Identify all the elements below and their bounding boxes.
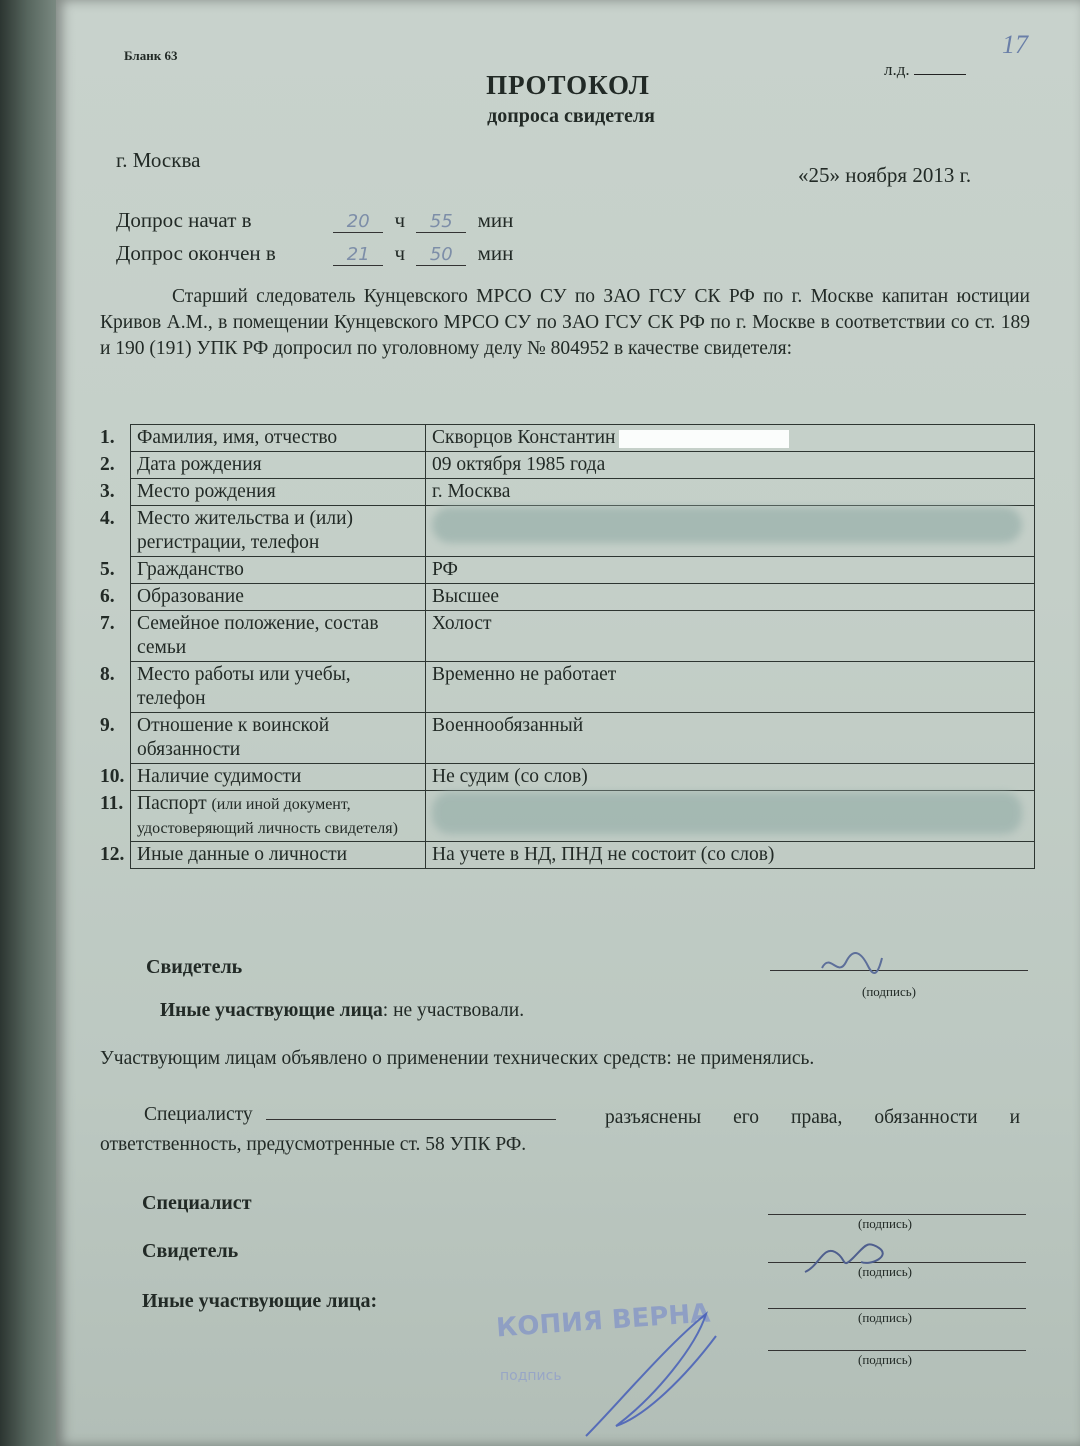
table-row	[100, 584, 1035, 611]
minute-unit: мин	[477, 208, 514, 232]
time-end-label: Допрос окончен в	[116, 241, 276, 265]
row-number: 8.	[100, 663, 115, 685]
witness-signature-line	[770, 970, 1028, 971]
hour-unit: ч	[394, 241, 406, 265]
redaction-mark	[432, 507, 1022, 543]
value-text: Скворцов Константин	[432, 427, 616, 448]
time-end-hours: 21	[333, 244, 383, 266]
row-number: 6.	[100, 585, 115, 607]
document-page	[56, 0, 1080, 1446]
signature-caption: (подпись)	[858, 1264, 912, 1279]
witness-signature	[816, 948, 886, 980]
table-row	[100, 791, 1035, 842]
page-number: 17	[1002, 30, 1028, 59]
signature-caption: (подпись)	[862, 984, 916, 999]
row-number: 2.	[100, 453, 115, 475]
signature-line	[768, 1350, 1026, 1351]
field-value: г. Москва	[426, 479, 1035, 506]
time-end-row	[116, 241, 519, 266]
other-participants-row	[160, 1000, 524, 1022]
time-start-minutes: 55	[416, 211, 466, 233]
time-end-minutes: 50	[416, 244, 466, 266]
field-label: Отношение к воинской обязанности	[131, 713, 426, 764]
city: г. Москва	[116, 148, 201, 172]
signature-caption: (подпись)	[858, 1352, 912, 1367]
field-value: На учете в НД, ПНД не состоит (со слов)	[426, 842, 1035, 869]
field-value	[426, 506, 1035, 557]
other-participants-label: Иные участвующие лица	[160, 1000, 383, 1021]
row-number: 9.	[100, 714, 115, 736]
other-participants-value: : не участвовали.	[382, 1000, 525, 1021]
document-title: ПРОТОКОЛ	[486, 70, 650, 100]
row-number: 1.	[100, 426, 115, 448]
field-label: Дата рождения	[131, 452, 426, 479]
intro-paragraph: Старший следователь Кунцевского МРСО СУ по ЗАО ГСУ СК РФ по г. Москве капитан юстиции Кривов А.М., в помещении Кунцевского МРСО СУ по ЗАО ГСУ СК РФ по г. Москве в соответствии со ст. 189 и 190 (191) УПК РФ допросил по уголовному делу № 804952 в качестве свидетеля:	[100, 286, 1030, 359]
table-row	[100, 479, 1035, 506]
specialist-signature-label: Специалист	[142, 1192, 252, 1214]
signature-line	[768, 1308, 1026, 1309]
field-value	[426, 425, 1035, 452]
table-row	[100, 557, 1035, 584]
tech-means-text: Участвующим лицам объявлено о применении технических средств: не применялись.	[100, 1048, 815, 1069]
copy-certified-stamp: КОПИЯ ВЕРНА	[495, 1298, 712, 1344]
redaction-mark	[432, 792, 1022, 834]
field-value: 09 октября 1985 года	[426, 452, 1035, 479]
field-value: РФ	[426, 557, 1035, 584]
field-label-main: Паспорт	[137, 793, 207, 814]
row-number: 5.	[100, 558, 115, 580]
field-label: Семейное положение, состав семьи	[131, 611, 426, 662]
signature-line	[768, 1214, 1026, 1215]
time-start-hours: 20	[333, 211, 383, 233]
table-row	[100, 764, 1035, 791]
field-label: Фамилия, имя, отчество	[131, 425, 426, 452]
field-label: Гражданство	[131, 557, 426, 584]
field-value: Высшее	[426, 584, 1035, 611]
other-participants-signature-label: Иные участвующие лица:	[142, 1290, 378, 1312]
row-number: 12.	[100, 843, 125, 865]
field-label: Место рождения	[131, 479, 426, 506]
field-label: Наличие судимости	[131, 764, 426, 791]
redaction-mark	[619, 430, 789, 448]
signature-caption: (подпись)	[858, 1310, 912, 1325]
signature-caption: (подпись)	[858, 1216, 912, 1231]
stamp-subtext: подпись	[500, 1368, 562, 1384]
table-row	[100, 425, 1035, 452]
table-row	[100, 842, 1035, 869]
document-subtitle: допроса свидетеля	[487, 105, 655, 127]
hour-unit: ч	[394, 208, 406, 232]
time-start-row	[116, 208, 519, 233]
witness-label: Свидетель	[146, 956, 243, 978]
row-number: 10.	[100, 765, 125, 787]
table-row	[100, 506, 1035, 557]
row-number: 7.	[100, 612, 115, 634]
field-label	[131, 791, 426, 842]
notebook-binding	[0, 0, 60, 1446]
stamp-signature	[576, 1306, 726, 1446]
field-label-note: (или иной документ, удостоверяющий личность свидетеля)	[137, 796, 398, 837]
field-label: Место работы или учебы, телефон	[131, 662, 426, 713]
form-code: Бланк 63	[124, 48, 178, 63]
specialist-text: разъяснены его права, обязанности и ответственность, предусмотренные ст. 58 УПК РФ.	[100, 1107, 1020, 1155]
field-value: Холост	[426, 611, 1035, 662]
table-row	[100, 662, 1035, 713]
field-value: Временно не работает	[426, 662, 1035, 713]
field-value	[426, 791, 1035, 842]
time-start-label: Допрос начат в	[116, 208, 252, 232]
field-label: Образование	[131, 584, 426, 611]
field-label: Иные данные о личности	[131, 842, 426, 869]
row-number: 3.	[100, 480, 115, 502]
minute-unit: мин	[477, 241, 514, 265]
specialist-prefix: Специалисту	[144, 1104, 253, 1125]
witness-signature-label: Свидетель	[142, 1240, 239, 1262]
field-value: Не судим (со слов)	[426, 764, 1035, 791]
row-number: 11.	[100, 792, 124, 814]
table-row	[100, 713, 1035, 764]
table-row	[100, 452, 1035, 479]
row-number: 4.	[100, 507, 115, 529]
witness-info-table	[100, 424, 1035, 869]
field-value: Военнообязанный	[426, 713, 1035, 764]
case-file-label: л.д.	[884, 60, 910, 79]
table-row	[100, 611, 1035, 662]
document-date: «25» ноября 2013 г.	[798, 163, 972, 187]
field-label: Место жительства и (или) регистрации, телефон	[131, 506, 426, 557]
